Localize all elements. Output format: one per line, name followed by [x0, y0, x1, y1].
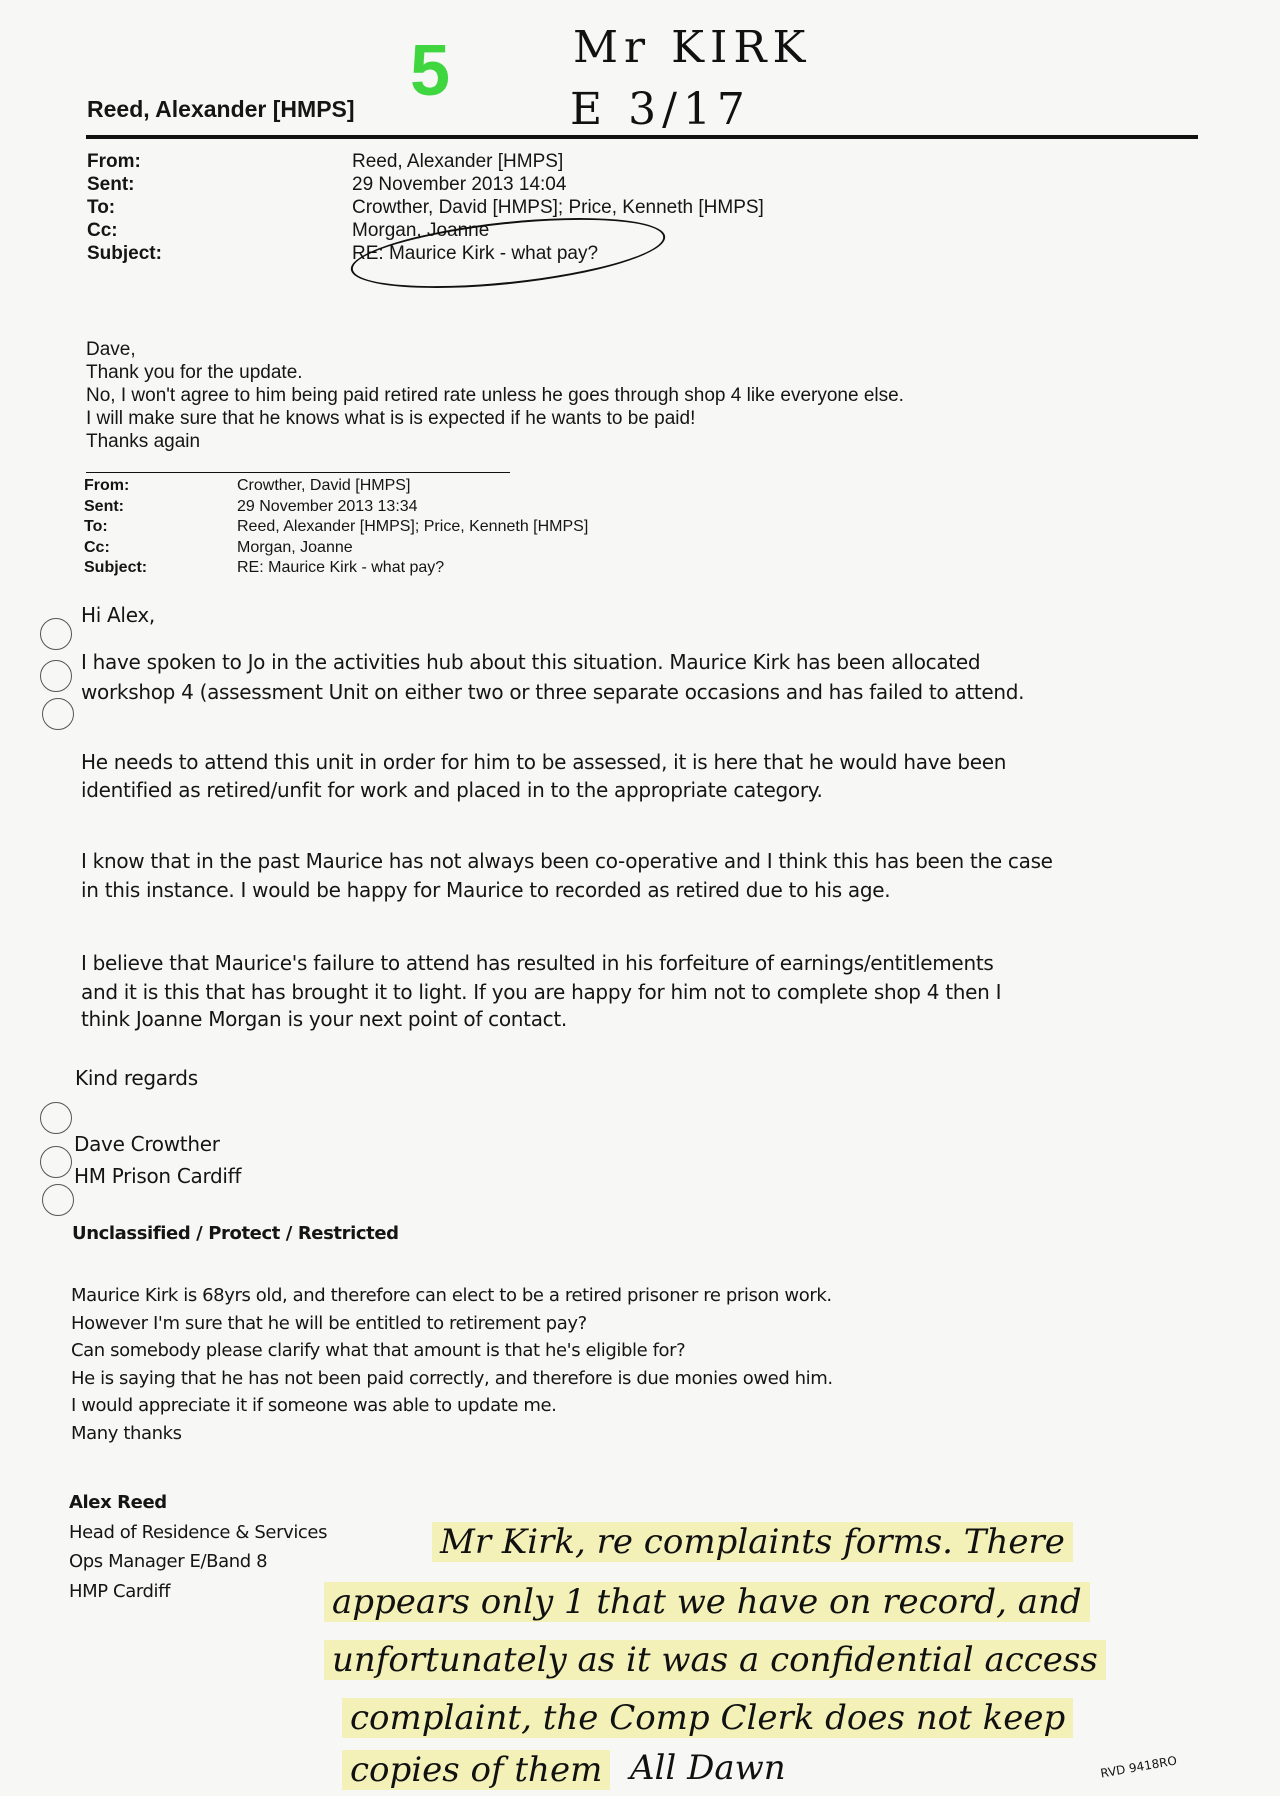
email1-sent: 29 November 2013 14:04 [352, 174, 567, 195]
highlighted-text: unfortunately as it was a confidential access [324, 1640, 1106, 1680]
body-line: identified as retired/unfit for work and placed in to the appropriate category. [81, 778, 823, 802]
highlighted-text: Mr Kirk, re complaints forms. There [432, 1522, 1073, 1562]
sig-place: HMP Cardiff [69, 1580, 171, 1602]
email1-to: Crowther, David [HMPS]; Price, Kenneth [HMPS] [352, 197, 764, 218]
label-cc: Cc: [87, 220, 118, 241]
body-line: I know that in the past Maurice has not always been co-operative and I think this has been the case [81, 849, 1053, 873]
body-line: I will make sure that he knows what is is expected if he wants to be paid! [86, 408, 696, 429]
handwritten-ref-number: E 3/17 [570, 84, 751, 135]
sig-name: Alex Reed [69, 1492, 167, 1513]
punch-hole [42, 1184, 74, 1216]
email1-body [86, 338, 904, 453]
punch-hole [42, 698, 74, 730]
handwritten-note-line [342, 1698, 1073, 1738]
email2-signature-place: HM Prison Cardiff [74, 1164, 242, 1188]
highlighted-text: appears only 1 that we have on record, and [324, 1582, 1090, 1622]
email2-greeting: Hi Alex, [81, 603, 155, 627]
email2-closing: Kind regards [75, 1066, 198, 1090]
label-to: To: [84, 518, 108, 535]
body-line: and it is this that has brought it to light. If you are happy for him not to complete shop 4 then I [81, 980, 1002, 1004]
email2-cc: Morgan, Joanne [237, 538, 353, 556]
email2-signature-name: Dave Crowther [74, 1132, 220, 1156]
sig-title: Head of Residence & Services [69, 1521, 328, 1543]
body-line: Thanks again [86, 431, 201, 452]
body-line: Maurice Kirk is 68yrs old, and therefore can elect to be a retired prisoner re prison work. [71, 1285, 832, 1306]
email2-values [237, 476, 588, 579]
handwritten-ref: Mr KIRK [573, 22, 812, 73]
email1-cc: Morgan, Joanne [352, 220, 490, 241]
email1-labels [87, 150, 162, 265]
header-divider [86, 135, 1198, 139]
label-from: From: [87, 151, 141, 172]
email1-from: Reed, Alexander [HMPS] [352, 151, 564, 172]
body-line: I would appreciate it if someone was able to update me. [71, 1395, 557, 1416]
label-sent: Sent: [87, 174, 135, 195]
classification-label: Unclassified / Protect / Restricted [72, 1223, 399, 1244]
body-line: I have spoken to Jo in the activities hub about this situation. Maurice Kirk has been allocated [81, 650, 981, 674]
handwritten-note-line [342, 1750, 610, 1790]
highlighted-text: copies of them [342, 1750, 610, 1790]
email2-labels [84, 476, 147, 579]
body-line: think Joanne Morgan is your next point of contact. [81, 1007, 567, 1031]
body-line: He is saying that he has not been paid correctly, and therefore is due monies owed him. [71, 1367, 833, 1389]
document-header: Reed, Alexander [HMPS] [87, 96, 355, 122]
body-line: No, I won't agree to him being paid retired rate unless he goes through shop 4 like everyone else. [86, 385, 904, 406]
body-line: Thank you for the update. [86, 362, 303, 383]
quote-divider [86, 472, 510, 473]
label-subject: Subject: [84, 559, 148, 576]
punch-hole [40, 1102, 72, 1134]
label-cc: Cc: [84, 538, 110, 556]
body-line: Can somebody please clarify what that amount is that he's eligible for? [71, 1340, 686, 1361]
body-line: Many thanks [71, 1422, 182, 1444]
email3-signature [69, 1488, 327, 1606]
email2-to: Reed, Alexander [HMPS]; Price, Kenneth [HMPS] [237, 518, 589, 535]
body-line: I believe that Maurice's failure to attend has resulted in his forfeiture of earnings/entitlements [81, 951, 994, 975]
body-line: workshop 4 (assessment Unit on either two or three separate occasions and has failed to attend. [81, 680, 1025, 704]
email2-sent: 29 November 2013 13:34 [237, 497, 418, 515]
label-sent: Sent: [84, 497, 124, 515]
body-line: in this instance. I would be happy for Maurice to recorded as retired due to his age. [81, 878, 891, 902]
punch-hole [40, 618, 72, 650]
corner-annotation: RVD 9418RO [1099, 1753, 1178, 1781]
punch-hole [40, 660, 72, 692]
body-line: He needs to attend this unit in order for him to be assessed, it is here that he would have been [81, 750, 1007, 774]
highlighted-text: complaint, the Comp Clerk does not keep [342, 1698, 1073, 1738]
handwritten-signature: All Dawn [630, 1748, 786, 1788]
handwritten-note-line [324, 1582, 1090, 1622]
label-to: To: [87, 197, 116, 218]
sig-grade: Ops Manager E/Band 8 [69, 1551, 268, 1572]
label-from: From: [84, 477, 130, 494]
punch-hole [40, 1146, 72, 1178]
email3-body [71, 1282, 833, 1447]
handwritten-note-line [432, 1522, 1073, 1562]
label-subject: Subject: [87, 243, 162, 264]
body-line: Dave, [86, 339, 136, 360]
body-line: However I'm sure that he will be entitled to retirement pay? [71, 1312, 587, 1334]
email1-subject: RE: Maurice Kirk - what pay? [352, 243, 599, 264]
email2-from: Crowther, David [HMPS] [237, 477, 411, 494]
email2-subject: RE: Maurice Kirk - what pay? [237, 559, 445, 576]
handwritten-note-line [324, 1640, 1106, 1680]
page-number-annotation: 5 [410, 31, 451, 111]
